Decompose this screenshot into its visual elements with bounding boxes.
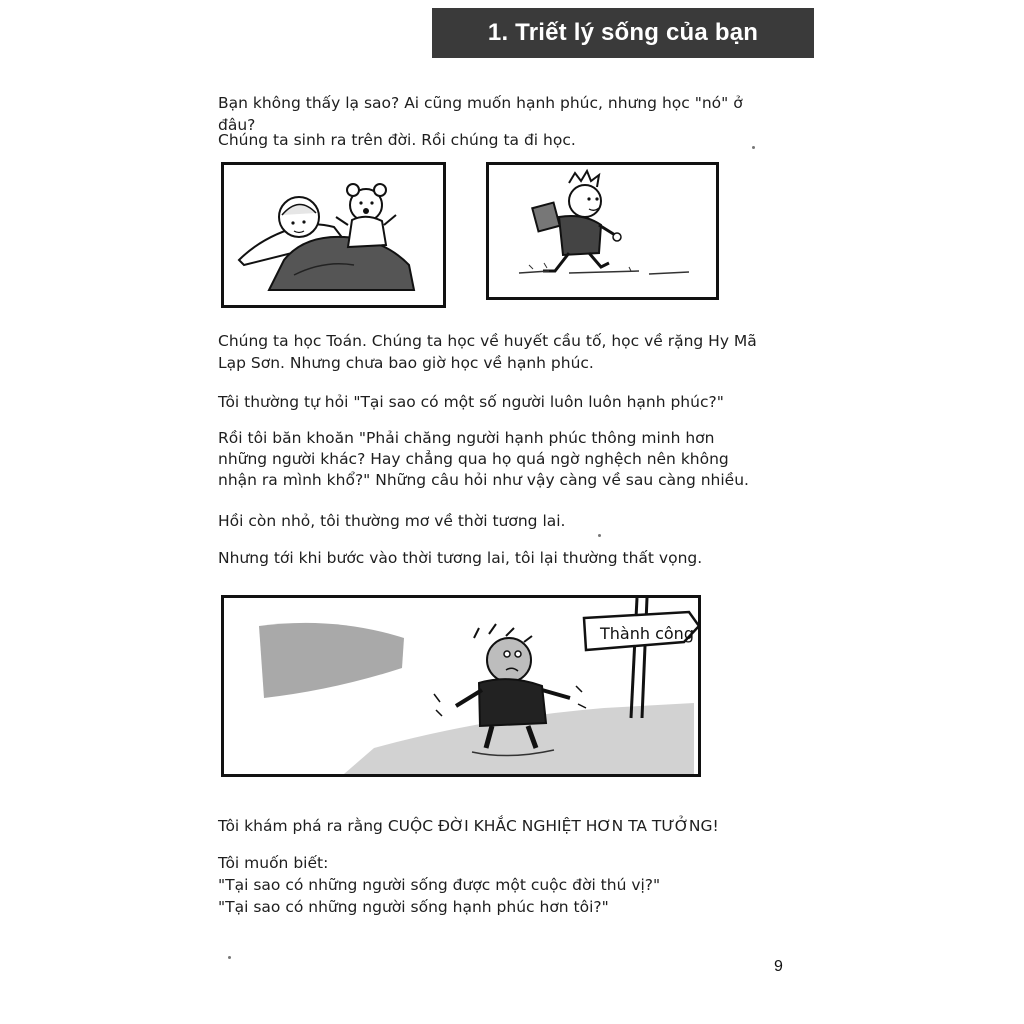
paragraph-want-to-know: Tôi muốn biết: — [218, 854, 329, 872]
print-speck — [598, 534, 601, 537]
print-speck — [228, 956, 231, 959]
paragraph-always-happy: Tôi thường tự hỏi "Tại sao có một số người luôn luôn hạnh phúc?" — [218, 393, 724, 411]
paragraph-discovery: Tôi khám phá ra rằng CUỘC ĐỜI KHẮC NGHIỆT HƠN TA TƯỞNG! — [218, 817, 719, 835]
baby-teddy-drawing — [224, 165, 443, 305]
print-speck — [752, 146, 755, 149]
paragraph-intro: Bạn không thấy lạ sao? Ai cũng muốn hạnh phúc, nhưng học "nó" ở đâu? — [218, 94, 743, 134]
illustration-success-sign — [221, 595, 701, 777]
worried-man-drawing — [224, 598, 698, 774]
question-happier-people: "Tại sao có những người sống hạnh phúc hơn tôi?" — [218, 898, 609, 916]
schoolboy-drawing — [489, 165, 716, 297]
illustration-boy-going-to-school — [486, 162, 719, 300]
paragraph-disappointment: Nhưng tới khi bước vào thời tương lai, tôi lại thường thất vọng. — [218, 549, 703, 567]
paragraph-born: Chúng ta sinh ra trên đời. Rồi chúng ta đi học. — [218, 131, 576, 149]
sign-label: Thành công — [600, 624, 694, 643]
question-interesting-life: "Tại sao có những người sống được một cuộc đời thú vị?" — [218, 876, 661, 894]
page-number: 9 — [774, 958, 783, 975]
paragraph-wondering: Rồi tôi băn khoăn "Phải chăng người hạnh phúc thông minh hơn những người khác? Hay chẳng qua họ quá ngờ nghệch nên không nhận ra mình khổ?" Những câu hỏi như vậy càng về sau càng nhiều. — [218, 429, 749, 489]
paragraph-school-subjects: Chúng ta học Toán. Chúng ta học về huyết cầu tố, học về rặng Hy Mã Lạp Sơn. Nhưng chưa bao giờ học về hạnh phúc. — [218, 332, 757, 372]
illustration-baby-in-bed — [221, 162, 446, 308]
chapter-title: 1. Triết lý sống của bạn — [432, 8, 814, 58]
paragraph-childhood-dream: Hồi còn nhỏ, tôi thường mơ về thời tương lai. — [218, 512, 566, 530]
